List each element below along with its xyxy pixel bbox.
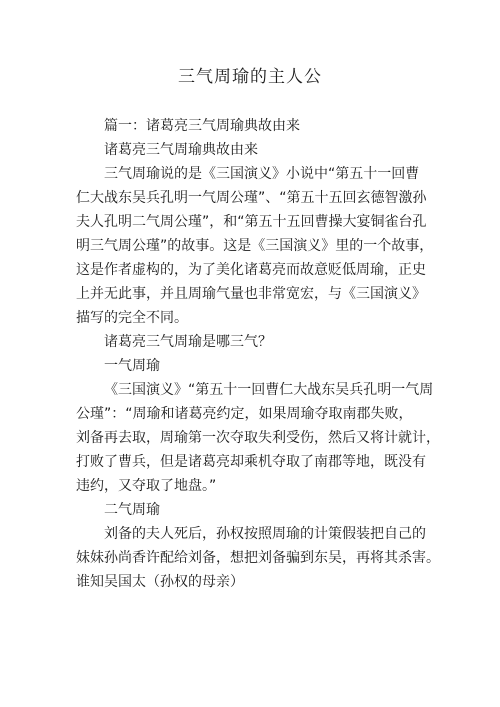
paragraph bbox=[76, 522, 440, 594]
text-line: 明三气周公瑾”的故事。这是《三国演义》里的一个故事， bbox=[76, 238, 434, 254]
text-line: 上并无此事，并且周瑜气量也非常宽宏，与《三国演义》 bbox=[76, 286, 426, 302]
text-line: 夫人孔明二气周公瑾”，和“第五十五回曹操大宴铜雀台孔 bbox=[76, 214, 427, 230]
paragraph bbox=[76, 498, 428, 522]
paragraph bbox=[76, 138, 428, 162]
paragraph bbox=[76, 114, 428, 138]
paragraph bbox=[76, 330, 428, 354]
text-line: 谁知吴国太（孙权的母亲） bbox=[76, 574, 244, 590]
text-line: 篇一：诸葛亮三气周瑜典故由来 bbox=[104, 118, 300, 134]
paragraph bbox=[76, 378, 440, 498]
document-title: 三气周瑜的主人公 bbox=[178, 67, 322, 87]
text-line: 打败了曹兵，但是诸葛亮却乘机夺取了南郡等地，既没有 bbox=[76, 454, 426, 470]
text-line: 违约，又夺取了地盘。” bbox=[76, 478, 217, 494]
text-line: 诸葛亮三气周瑜典故由来 bbox=[104, 142, 258, 158]
text-line: 这是作者虚构的，为了美化诸葛亮而故意贬低周瑜，正史 bbox=[76, 262, 426, 278]
text-line: 三气周瑜说的是《三国演义》小说中“第五十一回曹 bbox=[104, 166, 420, 182]
text-line: 公瑾”：“周瑜和诸葛亮约定，如果周瑜夺取南郡失败， bbox=[76, 406, 413, 422]
paragraph bbox=[76, 162, 434, 330]
text-line: 《三国演义》“第五十一回曹仁大战东吴兵孔明一气周 bbox=[104, 382, 434, 398]
text-line: 仁大战东吴兵孔明一气周公瑾”、“第五十五回玄德智激孙 bbox=[76, 190, 427, 206]
text-line: 诸葛亮三气周瑜是哪三气？ bbox=[104, 334, 272, 350]
paragraph bbox=[76, 354, 428, 378]
text-line: 描写的完全不同。 bbox=[76, 310, 188, 326]
text-line: 刘备再去取，周瑜第一次夺取失利受伤，然后又将计就计， bbox=[76, 430, 440, 446]
text-line: 刘备的夫人死后，孙权按照周瑜的计策假装把自己的 bbox=[104, 526, 426, 542]
text-line: 一气周瑜 bbox=[104, 358, 160, 374]
document-body bbox=[76, 114, 440, 594]
text-line: 二气周瑜 bbox=[104, 502, 160, 518]
text-line: 妹妹孙尚香许配给刘备，想把刘备骗到东吴，再将其杀害。 bbox=[76, 550, 440, 566]
